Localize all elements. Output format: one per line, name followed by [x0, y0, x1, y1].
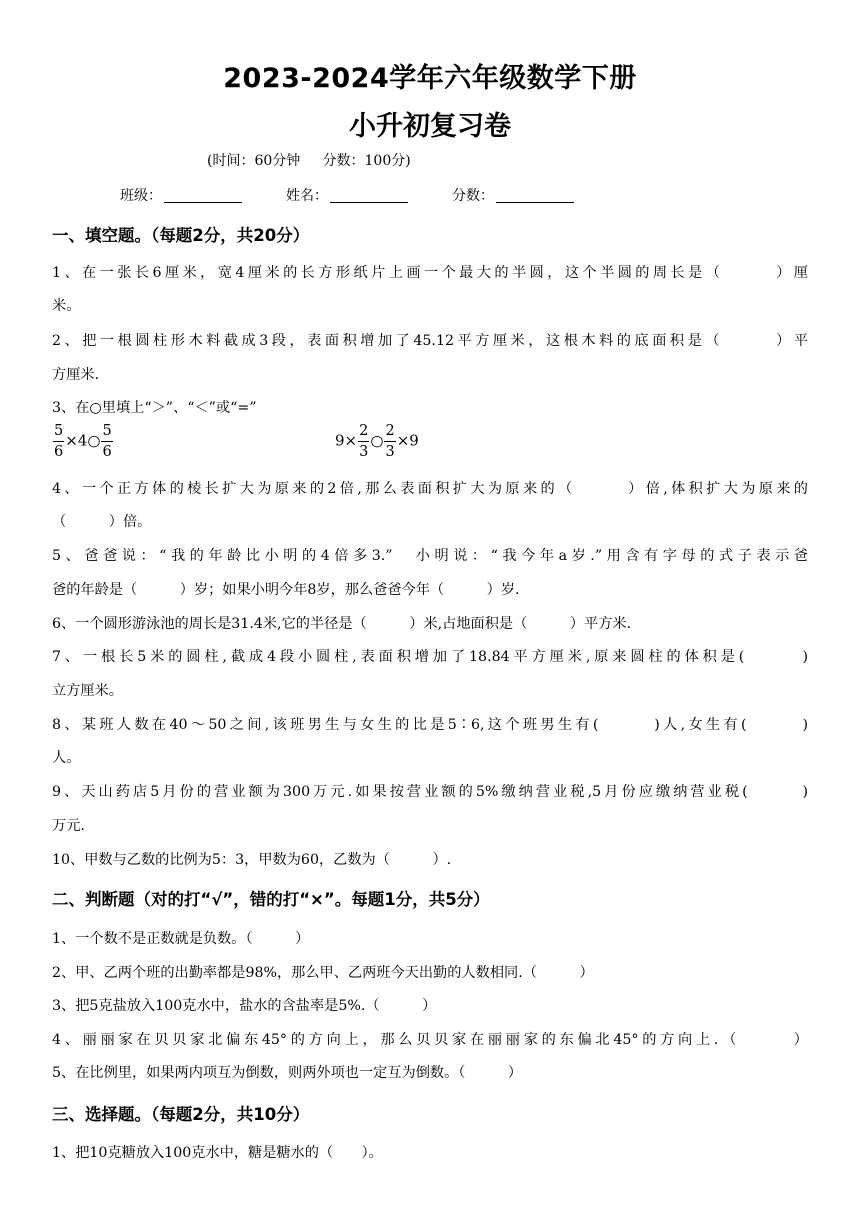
score-label: 分数：	[452, 188, 494, 204]
s2-q4: 4、丽丽家在贝贝家北偏东45°的方向上，那么贝贝家在丽丽家的东偏北45°的方向上.（ ）	[52, 1032, 808, 1048]
numerator: 5	[101, 424, 112, 442]
operator: ×9	[396, 431, 419, 450]
s1-q8-line2: 人。	[52, 750, 81, 766]
score-field	[452, 185, 574, 205]
s1-q3-line1: 3、在○里填上“＞”、“＜”或“=”	[52, 400, 257, 416]
numerator: 2	[358, 424, 369, 442]
s1-q4-line1: 4、一个正方体的棱长扩大为原来的2倍,那么表面积扩大为原来的（ ）倍,体积扩大为原来的	[52, 481, 808, 497]
s2-q5: 5、在比例里，如果两内项互为倒数，则两外项也一定互为倒数。（ ）	[52, 1065, 523, 1081]
s1-q2-line2: 方厘米.	[52, 367, 100, 383]
fraction	[358, 424, 369, 459]
class-blank[interactable]	[164, 188, 242, 203]
name-field	[286, 185, 408, 205]
name-blank[interactable]	[330, 188, 408, 203]
class-label: 班级：	[120, 188, 162, 204]
fraction	[384, 424, 395, 459]
fraction	[101, 424, 112, 459]
s1-q7-line2: 立方厘米。	[52, 683, 123, 699]
score-blank[interactable]	[496, 188, 574, 203]
denominator: 6	[54, 443, 64, 460]
s1-q8-line1: 8、某班人数在40～50之间,该班男生与女生的比是5∶6,这个班男生有( )人,女生有( )	[52, 717, 808, 733]
exam-subtitle: 小升初复习卷	[349, 111, 511, 142]
operator: ×4○	[65, 431, 101, 450]
s2-q1: 1、一个数不是正数就是负数。（ ）	[52, 931, 310, 947]
numerator: 2	[384, 424, 395, 442]
numerator: 5	[53, 424, 64, 442]
denominator: 3	[385, 443, 395, 460]
s1-q10: 10、甲数与乙数的比例为5：3，甲数为60，乙数为（ ）.	[52, 852, 452, 868]
s1-q9-line1: 9、天山药店5月份的营业额为300万元.如果按营业额的5%缴纳营业税,5月份应缴纳营业税( )	[52, 784, 808, 800]
exam-title: 2023-2024学年六年级数学下册	[223, 63, 637, 94]
exam-time-score: (时间：60分钟 分数：100分)	[207, 153, 411, 169]
operator: ○	[370, 431, 384, 450]
s1-q1-line1: 1、在一张长6厘米，宽4厘米的长方形纸片上画一个最大的半圆，这个半圆的周长是（ ）厘	[52, 265, 808, 281]
s1-q4-line2: （ ）倍。	[52, 514, 152, 530]
s1-q3-expression-2	[335, 424, 419, 459]
fraction	[53, 424, 64, 459]
denominator: 3	[359, 443, 369, 460]
s1-q3-expression-1	[52, 424, 114, 459]
section3-heading: 三、选择题。（每题2分，共10分）	[52, 1105, 310, 1124]
s2-q2: 2、甲、乙两个班的出勤率都是98%，那么甲、乙两班今天出勤的人数相同.（ ）	[52, 965, 594, 981]
s2-q3: 3、把5克盐放入100克水中，盐水的含盐率是5%.（ ）	[52, 998, 437, 1014]
class-field	[120, 185, 242, 205]
denominator: 6	[102, 443, 112, 460]
s3-q1: 1、把10克糖放入100克水中，糖是糖水的（ ）。	[52, 1145, 383, 1161]
s1-q9-line2: 万元.	[52, 818, 85, 834]
s1-q2-line1: 2、把一根圆柱形木料截成3段，表面积增加了45.12平方厘米，这根木料的底面积是（ ）平	[52, 333, 808, 349]
s1-q1-line2: 米。	[52, 298, 81, 314]
s1-q6: 6、一个圆形游泳池的周长是31.4米,它的半径是（ ）米,占地面积是（ ）平方米.	[52, 616, 632, 632]
s1-q5-line1: 5、爸爸说：“我的年龄比小明的4倍多3.” 小明说：“我今年a岁.”用含有字母的式子表示爸	[52, 548, 808, 564]
s1-q5-line2: 爸的年龄是（ ）岁；如果小明今年8岁，那么爸爸今年（ ）岁.	[52, 582, 520, 598]
name-label: 姓名：	[286, 188, 328, 204]
section1-heading: 一、填空题。（每题2分，共20分）	[52, 226, 310, 245]
s1-q7-line1: 7、一根长5米的圆柱,截成4段小圆柱,表面积增加了18.84平方厘米,原来圆柱的体积是( )	[52, 649, 808, 665]
section2-heading: 二、判断题（对的打“√”，错的打“×”。每题1分，共5分）	[52, 890, 490, 909]
operator: 9×	[335, 431, 358, 450]
